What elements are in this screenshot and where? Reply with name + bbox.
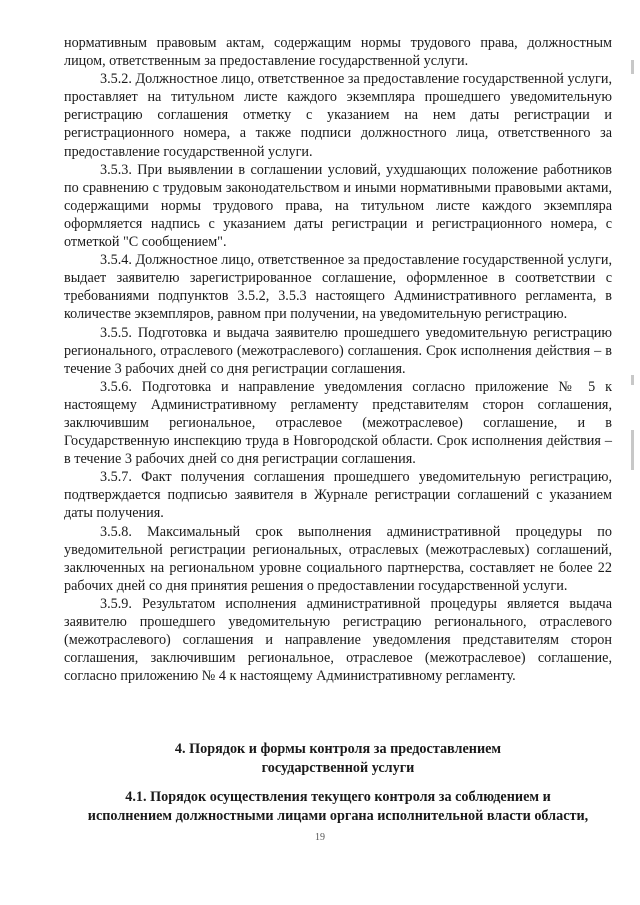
- section-heading: [64, 740, 612, 777]
- paragraph-3-5-8: 3.5.8. Максимальный срок выполнения административной процедуры по уведомительной регистрации региональных, отраслевых (межотраслевых) соглашений, заключенных на региональном уровне социального партнерства, составляет не более 22 рабочих дней со дня принятия решения о предоставлении государственной услуги.: [64, 523, 612, 594]
- section-heading-line-1: 4. Порядок и формы контроля за предоставлением: [174, 741, 502, 757]
- subsection-heading-line-1: 4.1. Порядок осуществления текущего контроля за соблюдением и: [125, 789, 551, 805]
- scan-edge-mark: [631, 375, 634, 385]
- paragraph-3-5-2: 3.5.2. Должностное лицо, ответственное за предоставление государственной услуги, проставляет на титульном листе каждого экземпляра прошедшего уведомительную регистрацию соглашения отметку с указанием на нем даты регистрации и регистрационного номера, а также подписи должностного лица, ответственного за предоставление государственной услуги.: [64, 71, 612, 160]
- page-number: 19: [315, 832, 325, 843]
- paragraph-3-5-3: 3.5.3. При выявлении в соглашении условий, ухудшающих положение работников по сравнению с трудовым законодательством и иными нормативными правовыми актами, содержащими нормы трудового права, на титульном листе каждого экземпляра оформляется надпись с указанием даты регистрации и регистрационного номера, с отметкой "С сообщением".: [64, 161, 612, 251]
- paragraph-3-5-6: 3.5.6. Подготовка и направление уведомления согласно приложение № 5 к настоящему Административному регламенту представителям сторон соглашения, заключившим региональное, отраслевое (межотраслевое) соглашение, и в Государственную инспекцию труда в Новгородской области. Срок исполнения действия – в течение 3 рабочих дней со дня регистрации соглашения.: [64, 378, 612, 468]
- paragraph-3-5-9: 3.5.9. Результатом исполнения административной процедуры является выдача заявителю прошедшего уведомительную регистрацию регионального, отраслевого (межотраслевого) соглашения и направление уведомления представителям сторон соглашения, заключившим региональное, отраслевое (межотраслевое) соглашение, согласно приложению № 4 к настоящему Административному регламенту.: [64, 595, 612, 685]
- subsection-heading: [64, 788, 612, 825]
- paragraph-3-5-7: 3.5.7. Факт получения соглашения прошедшего уведомительную регистрацию, подтверждается подписью заявителя в Журнале регистрации соглашений с указанием даты получения.: [64, 469, 612, 522]
- paragraph-3-5-4: 3.5.4. Должностное лицо, ответственное за предоставление государственной услуги, выдает заявителю зарегистрированное соглашение, оформленное в соответствии с требованиями подпунктов 3.5.2, 3.5.3 настоящего Административного регламента, в количестве экземпляров, равном при получении, на уведомительную регистрацию.: [64, 252, 612, 323]
- section-heading-line-2: государственной услуги: [261, 759, 415, 776]
- scan-edge-mark: [631, 430, 634, 470]
- subsection-heading-line-2: исполнением должностными лицами органа исполнительной власти области,: [87, 807, 589, 824]
- scan-edge-mark: [631, 60, 634, 74]
- paragraph-3-5-5: 3.5.5. Подготовка и выдача заявителю прошедшего уведомительную регистрацию регионального, отраслевого (межотраслевого) соглашения. Срок исполнения действия – в течение 3 рабочих дней со дня регистрации соглашения.: [64, 324, 612, 377]
- body-text: [64, 34, 612, 685]
- paragraph-continuation: нормативным правовым актам, содержащим нормы трудового права, должностным лицом, ответственным за предоставление государственной услуги.: [64, 35, 612, 70]
